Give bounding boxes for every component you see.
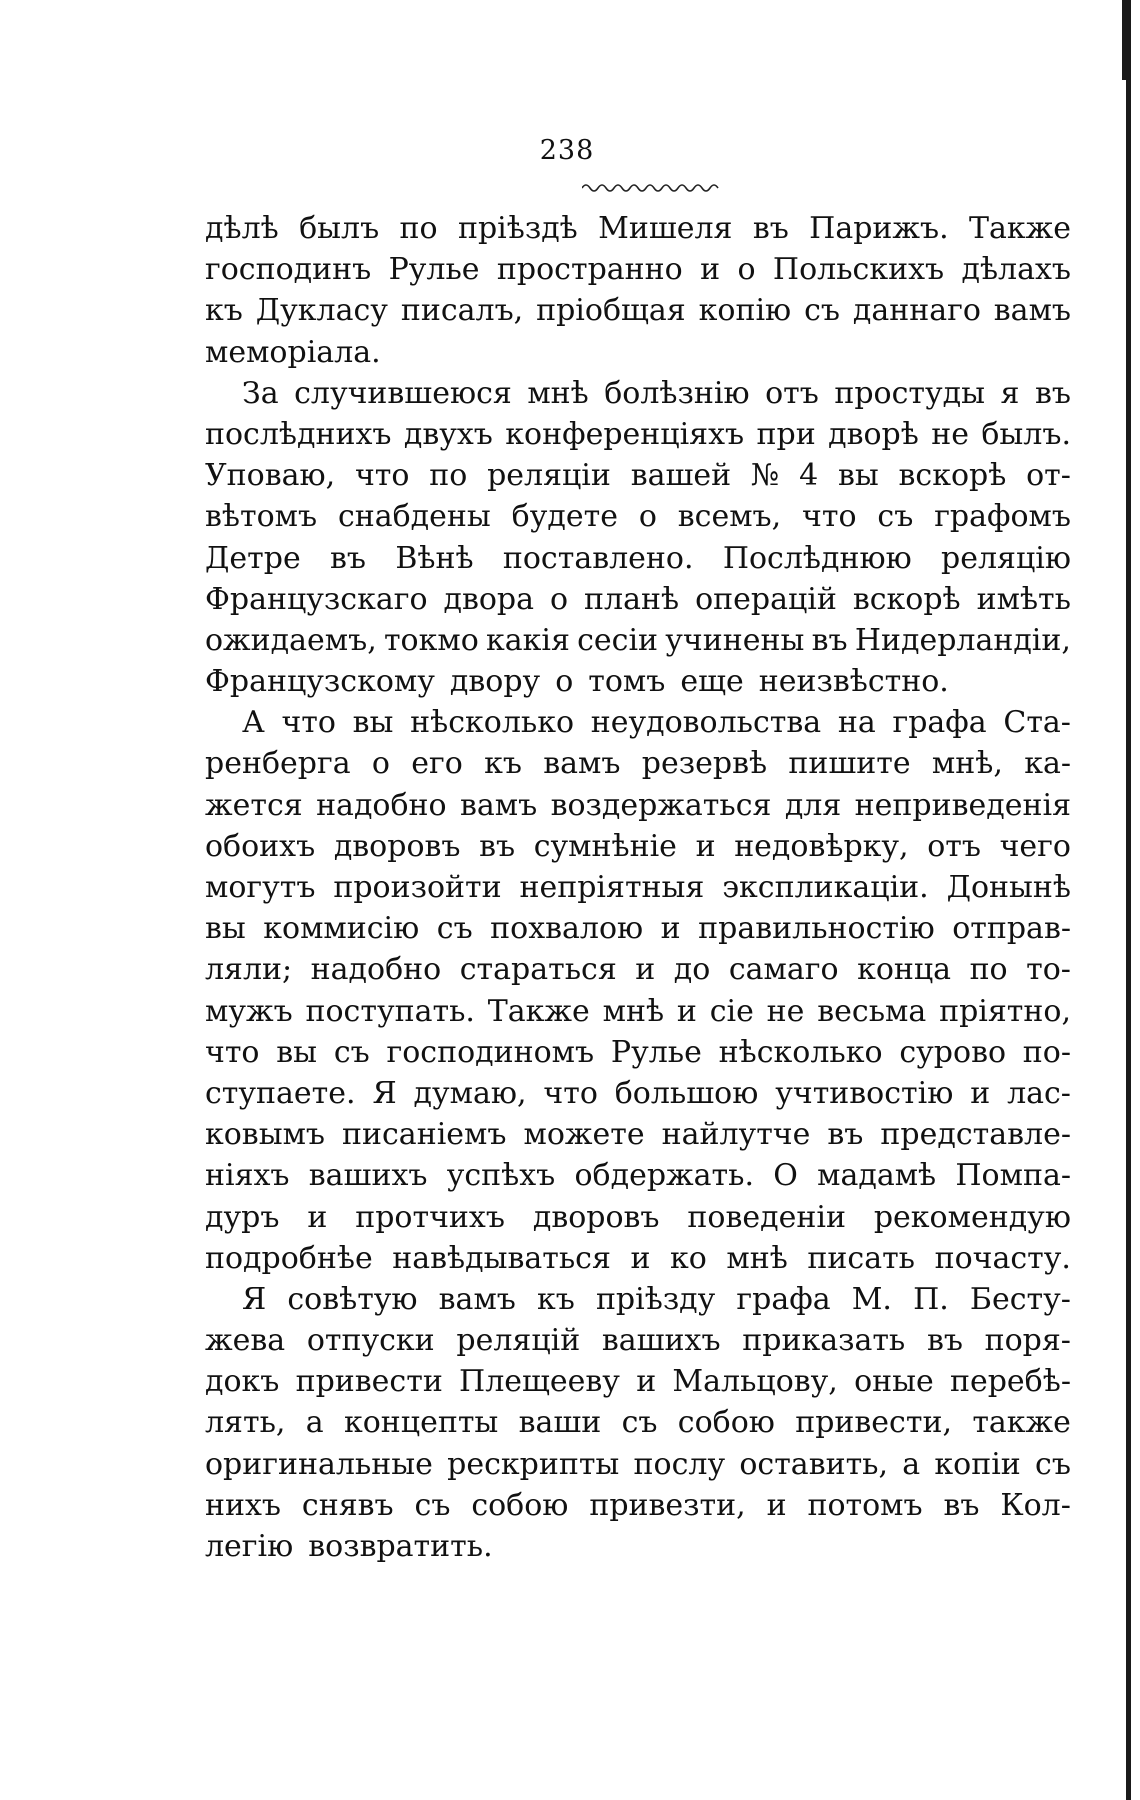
word: въ xyxy=(827,1117,864,1153)
word: лять, xyxy=(205,1405,286,1441)
word: нѣсколько xyxy=(410,705,575,741)
word: съ xyxy=(877,499,914,535)
word: поставлено. xyxy=(502,540,694,576)
text-line xyxy=(205,785,1071,826)
word: Нидерландіи, xyxy=(854,622,1071,658)
text-line xyxy=(205,1485,1071,1526)
word: Послѣднюю xyxy=(722,540,912,576)
word: въ xyxy=(752,211,789,246)
word: и xyxy=(970,1075,991,1111)
word: отправ- xyxy=(952,911,1071,947)
word: будете xyxy=(511,499,618,535)
word: и xyxy=(307,1199,328,1235)
word: надобно xyxy=(316,787,447,823)
word: и xyxy=(766,1487,787,1523)
word: въ xyxy=(1034,375,1071,411)
word: пишите xyxy=(788,746,911,782)
word: ковымъ xyxy=(205,1117,325,1153)
word: реляцію xyxy=(941,540,1071,576)
word: съ xyxy=(621,1405,658,1441)
word: также xyxy=(972,1405,1071,1441)
word: большою xyxy=(614,1075,759,1111)
word: вамъ xyxy=(459,787,538,823)
text-line xyxy=(205,991,1071,1032)
word: что xyxy=(354,458,410,494)
word: Бесту- xyxy=(969,1281,1071,1317)
word: привести, xyxy=(795,1405,952,1441)
text-line xyxy=(205,1114,1071,1155)
word: оные xyxy=(854,1364,934,1400)
word: вашихъ xyxy=(601,1323,721,1359)
word: не xyxy=(931,416,969,452)
word: что xyxy=(543,1075,598,1111)
word: а xyxy=(305,1405,324,1441)
word: графомъ xyxy=(934,499,1071,535)
word: по xyxy=(399,211,438,246)
word: пріобщая xyxy=(536,293,686,329)
word: неудовольства xyxy=(590,705,822,741)
word: томъ xyxy=(588,664,666,700)
word: М. xyxy=(851,1281,892,1317)
word: реляціи xyxy=(487,458,611,494)
text-line xyxy=(205,620,1071,661)
text-line xyxy=(205,743,1071,784)
word: недовѣрку, xyxy=(734,828,909,864)
word: Плещееву xyxy=(459,1364,620,1400)
word: ка- xyxy=(1024,746,1071,782)
text-line xyxy=(205,1197,1071,1238)
word: мужъ xyxy=(205,993,293,1029)
word: совѣтую xyxy=(287,1281,418,1317)
word: Дукласу xyxy=(255,293,388,329)
word: подробнѣе xyxy=(205,1240,373,1276)
word: вы xyxy=(205,911,246,947)
word: операцій xyxy=(695,581,837,617)
word: сумнѣніе xyxy=(533,828,677,864)
word: что xyxy=(802,499,857,535)
text-line xyxy=(205,1444,1071,1485)
text-line xyxy=(205,538,1071,579)
word: привести xyxy=(295,1364,443,1400)
word: Также xyxy=(487,993,590,1029)
word: рескрипты xyxy=(447,1446,620,1482)
word: ренберга xyxy=(205,746,351,782)
word: конференціяхъ xyxy=(505,416,745,452)
word: какія xyxy=(485,622,570,658)
paragraph-start-line xyxy=(205,373,1071,414)
word: вамъ xyxy=(993,293,1071,329)
text-line xyxy=(205,249,1071,290)
word: графа xyxy=(736,1281,831,1317)
word: навѣдываться xyxy=(392,1240,611,1276)
word: Детре xyxy=(205,540,301,576)
word: по xyxy=(969,952,1008,988)
word: концепты xyxy=(343,1405,499,1441)
word: въ xyxy=(926,1323,963,1359)
word: Помпа- xyxy=(955,1158,1071,1194)
word: приказать xyxy=(742,1323,906,1359)
text-line xyxy=(205,1361,1071,1402)
text-line xyxy=(205,1402,1071,1443)
word: пріѣзду xyxy=(595,1281,716,1317)
word: и xyxy=(636,1364,657,1400)
word: пріѣздѣ xyxy=(457,211,578,246)
word: коммисію xyxy=(263,911,420,947)
word: рекомендую xyxy=(873,1199,1071,1235)
word: № xyxy=(750,458,780,494)
word: съ xyxy=(1035,1446,1071,1482)
word: имѣть xyxy=(976,581,1071,617)
word: поступать. xyxy=(305,993,475,1029)
word: даннаго xyxy=(852,293,981,329)
word: послѣднихъ xyxy=(205,416,392,452)
word: вы xyxy=(352,705,394,741)
text-line xyxy=(205,290,1071,331)
word: легію xyxy=(205,1529,294,1564)
word: от- xyxy=(1026,458,1071,494)
word: до xyxy=(673,952,711,988)
word: графа xyxy=(892,705,987,741)
word: отъ xyxy=(927,828,981,864)
word: при xyxy=(756,416,816,452)
word: О xyxy=(773,1158,798,1194)
word: оставить, xyxy=(739,1446,889,1482)
word: съ xyxy=(436,911,473,947)
text-line xyxy=(205,1320,1071,1361)
word: господиномъ xyxy=(386,1034,595,1070)
word: возвратить. xyxy=(308,1529,493,1564)
word: Я xyxy=(372,1075,397,1111)
word: поведеніи xyxy=(687,1199,846,1235)
word: привезти, xyxy=(589,1487,746,1523)
word: къ xyxy=(484,746,522,782)
word: не xyxy=(766,993,805,1029)
word: вы xyxy=(276,1034,318,1070)
word: Парижъ. xyxy=(809,211,949,246)
word: учтивостію xyxy=(775,1075,954,1111)
word: похвалою xyxy=(490,911,644,947)
word: собою xyxy=(677,1405,775,1441)
text-line xyxy=(205,208,1071,249)
word: можете xyxy=(523,1117,645,1153)
word: неприведенія xyxy=(854,787,1071,823)
word: вашихъ xyxy=(308,1158,428,1194)
word: Вѣнѣ xyxy=(395,540,474,576)
word: правильностію xyxy=(698,911,935,947)
word: стараться xyxy=(459,952,617,988)
word: ступаете. xyxy=(205,1075,356,1111)
word: пріятно, xyxy=(939,993,1071,1029)
word: поря- xyxy=(984,1323,1071,1359)
word: могутъ xyxy=(205,870,316,905)
word: Рулье xyxy=(610,1034,702,1070)
word: дворовъ xyxy=(333,828,461,864)
text-line xyxy=(205,414,1071,455)
text-line xyxy=(205,1155,1071,1196)
word: вѣтомъ xyxy=(205,499,318,535)
text-line xyxy=(205,867,1071,908)
word: экспликаціи. xyxy=(722,870,929,905)
word: почасту. xyxy=(934,1240,1071,1276)
text-line xyxy=(205,579,1071,620)
word: и xyxy=(630,1240,651,1276)
word: ваши xyxy=(518,1405,602,1441)
word: въ xyxy=(943,1487,980,1523)
word: отъ xyxy=(765,375,819,411)
text-line xyxy=(205,1526,1071,1567)
word: думаю, xyxy=(413,1075,527,1111)
word: сурово xyxy=(899,1034,1007,1070)
word: докъ xyxy=(205,1364,280,1400)
word: писаніемъ xyxy=(342,1117,507,1153)
word: ляли; xyxy=(205,952,293,988)
text-line xyxy=(205,908,1071,949)
binding-edge xyxy=(1126,0,1131,1800)
word: нихъ xyxy=(205,1487,281,1523)
word: сесіи xyxy=(577,622,659,658)
word: Донынѣ xyxy=(946,870,1071,905)
word: для xyxy=(784,787,842,823)
text-line xyxy=(205,496,1071,537)
word: нѣсколько xyxy=(718,1034,883,1070)
text-line xyxy=(205,332,1071,373)
word: его xyxy=(411,746,463,782)
word: самаго xyxy=(728,952,839,988)
word: что xyxy=(205,1034,260,1070)
word: 4 xyxy=(799,458,819,494)
word: резервѣ xyxy=(641,746,768,782)
word: въ xyxy=(330,540,366,576)
word: Рулье xyxy=(388,252,480,288)
word: простуды xyxy=(834,375,985,411)
word: Польскихъ xyxy=(772,252,945,288)
word: былъ xyxy=(299,211,380,246)
paragraph-start-line xyxy=(205,702,1071,743)
word: а xyxy=(902,1446,921,1482)
word: двухъ xyxy=(403,416,493,452)
page-number: 238 xyxy=(539,135,595,166)
word: представле- xyxy=(880,1117,1071,1153)
word: протчихъ xyxy=(355,1199,505,1235)
word: писать xyxy=(807,1240,916,1276)
word: Мишеля xyxy=(598,211,733,246)
word: Ста- xyxy=(1003,705,1071,741)
word: мнѣ xyxy=(602,993,665,1029)
body-text xyxy=(205,208,1071,1567)
word: и xyxy=(700,252,721,288)
word: дѣлахъ xyxy=(961,252,1071,288)
paragraph-start-line xyxy=(205,1279,1071,1320)
word: меморіала. xyxy=(205,334,381,370)
word: ніяхъ xyxy=(205,1158,290,1194)
word: о xyxy=(371,746,390,782)
word: на xyxy=(837,705,876,741)
word: жева xyxy=(205,1323,286,1359)
word: Я xyxy=(242,1281,267,1317)
word: о xyxy=(638,499,657,535)
word: оригинальные xyxy=(205,1446,433,1482)
word: собою xyxy=(471,1487,569,1523)
word: мнѣ xyxy=(527,375,589,411)
word: вамъ xyxy=(543,746,621,782)
word: лас- xyxy=(1007,1075,1071,1111)
word: по- xyxy=(1022,1034,1071,1070)
word: Уповаю, xyxy=(205,458,336,494)
word: вашей xyxy=(630,458,732,494)
word: я xyxy=(1000,375,1020,411)
word: господинъ xyxy=(205,252,372,288)
text-line xyxy=(205,1032,1071,1073)
word: Французскому xyxy=(205,664,435,700)
text-line xyxy=(205,826,1071,867)
word: и xyxy=(676,993,697,1029)
text-line xyxy=(205,661,1071,702)
word: чего xyxy=(999,828,1071,864)
word: копію xyxy=(698,293,792,329)
word: дворѣ xyxy=(828,416,919,452)
word: жется xyxy=(205,787,303,823)
word: обоихъ xyxy=(205,828,316,864)
word: вы xyxy=(837,458,879,494)
word: мадамѣ xyxy=(817,1158,937,1194)
word: что xyxy=(281,705,336,741)
word: вскорѣ xyxy=(898,458,1007,494)
word: П. xyxy=(913,1281,949,1317)
word: послу xyxy=(633,1446,726,1482)
word: токмо xyxy=(383,622,479,658)
word: учинены xyxy=(665,622,805,658)
word: непріятныя xyxy=(519,870,705,905)
word: то- xyxy=(1026,952,1071,988)
word: дѣлѣ xyxy=(205,211,279,246)
word: дуръ xyxy=(205,1199,280,1235)
word: былъ. xyxy=(981,416,1071,452)
text-line xyxy=(205,1073,1071,1114)
word: копіи xyxy=(934,1446,1021,1482)
word: успѣхъ xyxy=(446,1158,556,1194)
word: о xyxy=(737,252,756,288)
word: реляцій xyxy=(456,1323,581,1359)
word: сіе xyxy=(709,993,754,1029)
word: обдержать. xyxy=(574,1158,755,1194)
word: пространно xyxy=(496,252,683,288)
word: А xyxy=(242,705,265,741)
word: къ xyxy=(205,293,243,329)
word: еще xyxy=(680,664,744,700)
word: Мальцову, xyxy=(672,1364,838,1400)
text-line xyxy=(205,455,1071,496)
word: по xyxy=(429,458,468,494)
word: дворовъ xyxy=(532,1199,660,1235)
word: найлутче xyxy=(661,1117,811,1153)
word: перебѣ- xyxy=(949,1364,1071,1400)
word: весьма xyxy=(817,993,927,1029)
word: произойти xyxy=(333,870,502,905)
word: конца xyxy=(857,952,952,988)
word: къ xyxy=(536,1281,575,1317)
word: планѣ xyxy=(584,581,680,617)
word: и xyxy=(695,828,716,864)
word: ко xyxy=(670,1240,707,1276)
word: о xyxy=(555,664,574,700)
word: въ xyxy=(479,828,516,864)
word: мнѣ, xyxy=(931,746,1003,782)
word: мнѣ xyxy=(726,1240,788,1276)
word: и xyxy=(660,911,681,947)
word: За xyxy=(242,375,279,411)
word: ожидаемъ, xyxy=(205,622,377,658)
word: надобно xyxy=(310,952,442,988)
word: случившеюся xyxy=(294,375,512,411)
word: писалъ, xyxy=(400,293,524,329)
word: потомъ xyxy=(807,1487,923,1523)
wavy-rule-ornament xyxy=(582,182,722,194)
word: вскорѣ xyxy=(852,581,961,617)
word: снявъ xyxy=(301,1487,394,1523)
word: снабдены xyxy=(337,499,491,535)
text-line xyxy=(205,949,1071,990)
word: съ xyxy=(333,1034,370,1070)
word: Кол- xyxy=(1000,1487,1071,1523)
word: двору xyxy=(449,664,541,700)
word: Французскаго xyxy=(205,581,428,617)
word: воздержаться xyxy=(550,787,772,823)
word: двора xyxy=(443,581,535,617)
word: о xyxy=(550,581,569,617)
text-line xyxy=(205,1238,1071,1279)
word: всемъ, xyxy=(677,499,782,535)
word: вамъ xyxy=(438,1281,516,1317)
word: и xyxy=(635,952,656,988)
word: въ xyxy=(811,622,848,658)
word: отпуски xyxy=(306,1323,435,1359)
word: неизвѣстно. xyxy=(758,664,949,700)
word: съ xyxy=(804,293,840,329)
word: Также xyxy=(969,211,1071,246)
word: съ xyxy=(414,1487,451,1523)
word: болѣзнію xyxy=(604,375,750,411)
